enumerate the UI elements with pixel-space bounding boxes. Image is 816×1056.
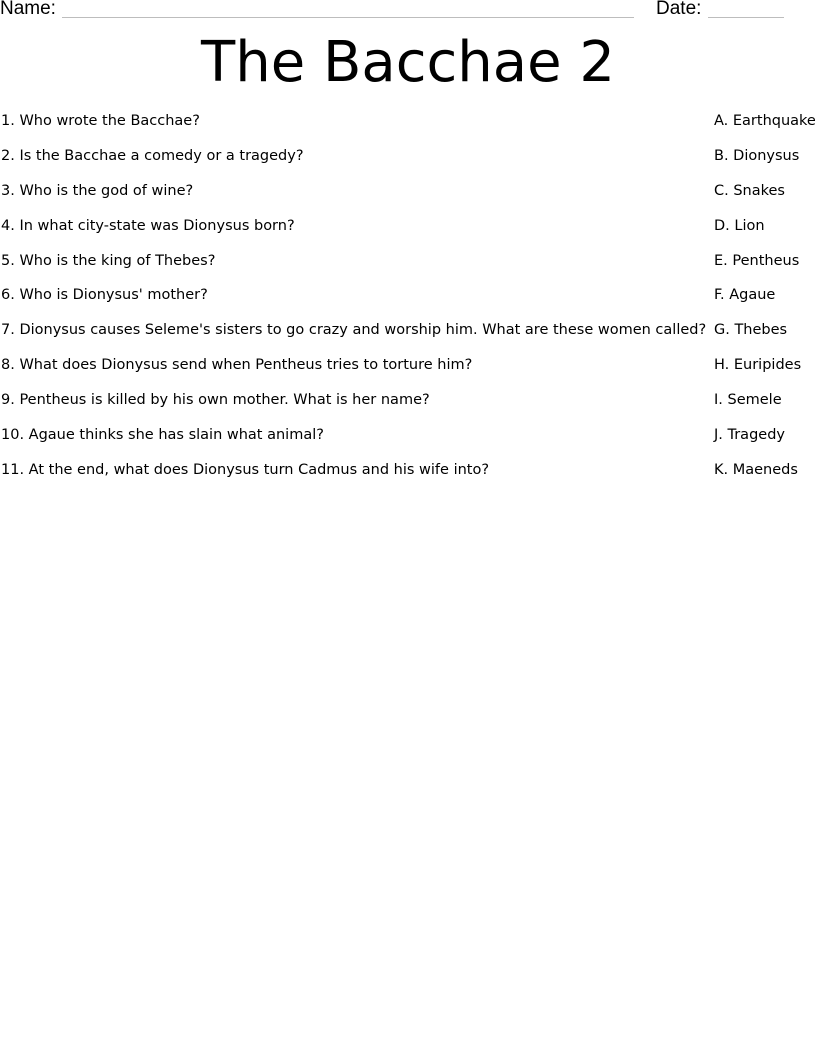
question-item: 1. Who wrote the Bacchae? xyxy=(1,113,200,129)
answer-item: D. Lion xyxy=(714,217,765,234)
question-item: 6. Who is Dionysus' mother? xyxy=(1,287,208,304)
answer-item: A. Earthquake xyxy=(714,113,816,129)
question-item: 5. Who is the king of Thebes? xyxy=(1,252,216,269)
question-item: 2. Is the Bacchae a comedy or a tragedy? xyxy=(1,147,304,164)
question-item: 10. Agaue thinks she has slain what animal? xyxy=(1,427,324,444)
answer-list xyxy=(714,111,816,495)
answer-item: H. Euripides xyxy=(714,357,802,374)
question-item: 9. Pentheus is killed by his own mother. What is her name? xyxy=(1,392,430,409)
answer-item: B. Dionysus xyxy=(714,147,800,164)
question-item: 7. Dionysus causes Seleme's sisters to go crazy and worship him. What are these women called? xyxy=(1,322,707,339)
question-item: 4. In what city-state was Dionysus born? xyxy=(1,217,295,234)
name-label: Name: xyxy=(0,0,56,19)
date-blank-line[interactable] xyxy=(708,17,784,18)
answer-item: I. Semele xyxy=(714,392,782,409)
date-label: Date: xyxy=(656,0,702,19)
answer-item: G. Thebes xyxy=(714,322,788,339)
page-title: The Bacchae 2 xyxy=(201,30,615,95)
answer-item: K. Maeneds xyxy=(714,461,798,478)
question-list xyxy=(1,111,707,495)
answer-item: E. Pentheus xyxy=(714,252,800,269)
answer-item: F. Agaue xyxy=(714,287,776,304)
question-item: 3. Who is the god of wine? xyxy=(1,182,194,199)
question-item: 11. At the end, what does Dionysus turn Cadmus and his wife into? xyxy=(1,461,490,478)
answer-item: J. Tragedy xyxy=(714,427,785,444)
answer-item: C. Snakes xyxy=(714,182,785,199)
question-item: 8. What does Dionysus send when Pentheus tries to torture him? xyxy=(1,357,473,374)
name-blank-line[interactable] xyxy=(62,17,634,18)
header-row xyxy=(0,0,816,24)
